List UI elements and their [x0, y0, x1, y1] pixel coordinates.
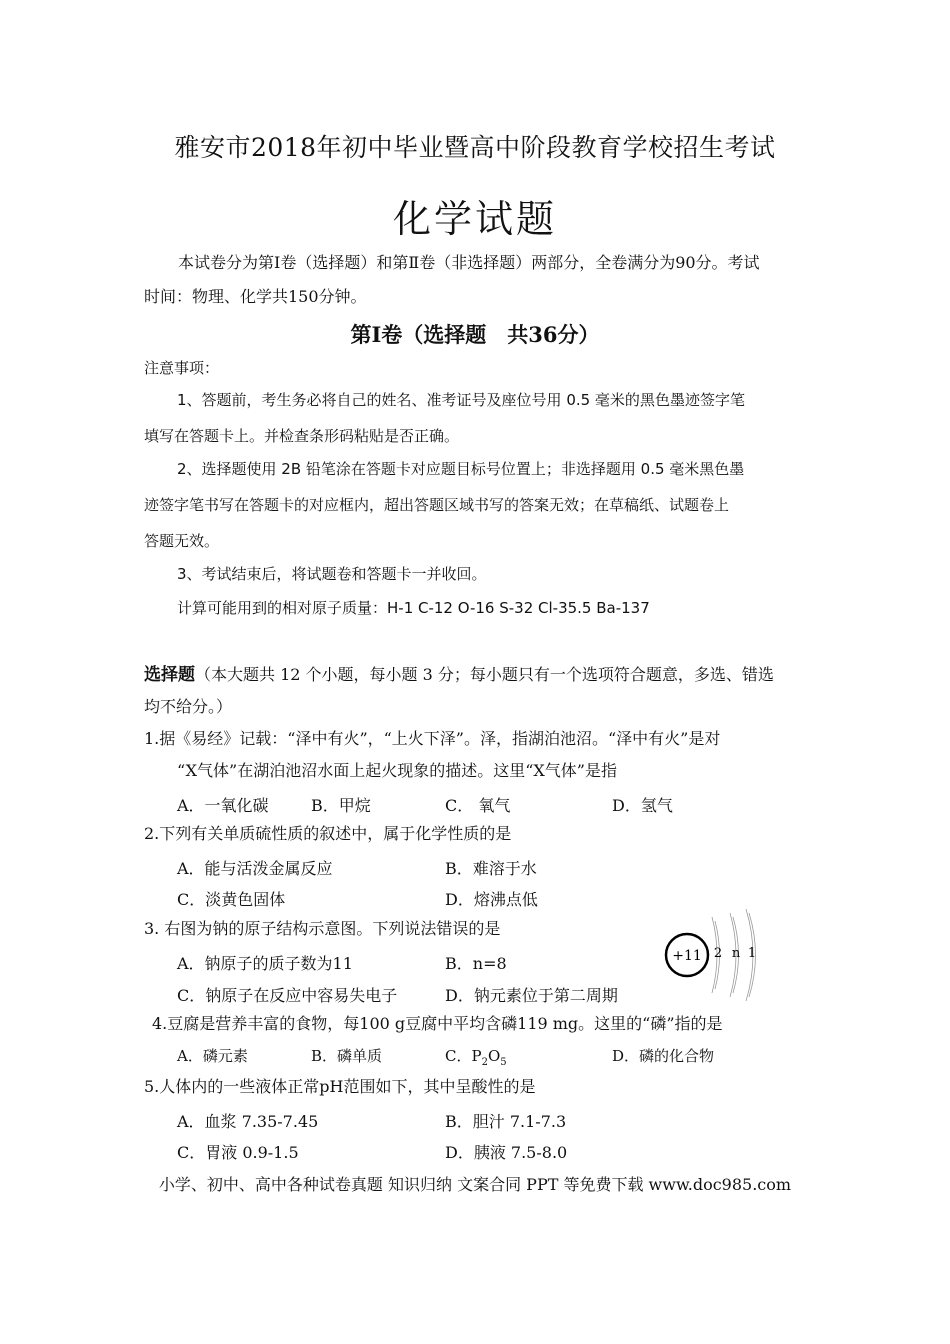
q1-stem-line-2: “X气体”在湖泊池沼水面上起火现象的描述。这里“X气体”是指 [177, 761, 617, 780]
note-1-line-1: 1、答题前，考生务必将自己的姓名、准考证号及座位号用 0.5 毫米的黑色墨迹签字笔 [177, 391, 745, 409]
notes-heading: 注意事项： [144, 359, 220, 377]
q4-option-c-mid: O [487, 1047, 501, 1065]
q3-option-a: A．钠原子的质子数为11 [177, 954, 353, 973]
q1-option-a: A．一氧化碳 [177, 796, 269, 815]
note-2-line-3: 答题无效。 [144, 532, 220, 550]
q2-option-c: C．淡黄色固体 [177, 890, 286, 909]
q2-option-b: B．难溶于水 [445, 859, 537, 878]
note-2-line-1: 2、选择题使用 2B 铅笔涂在答题卡对应题目标号位置上；非选择题用 0.5 毫米黑色墨 [177, 460, 745, 478]
mc-label: 选择题 [144, 665, 195, 685]
exam-title: 化学试题 [392, 197, 557, 241]
note-1-line-2: 填写在答题卡上。并检查条形码粘贴是否正确。 [144, 427, 460, 445]
q4-option-c-prefix: C．P [445, 1047, 482, 1065]
note-2-line-2: 迹签字笔书写在答题卡的对应框内，超出答题区域书写的答案无效；在草稿纸、试题卷上 [144, 496, 730, 514]
shell-3-electrons: 1 [747, 946, 757, 961]
q5-option-c: C．胃液 0.9-1.5 [177, 1143, 299, 1162]
q5-option-b: B．胆汁 7.1-7.3 [445, 1112, 567, 1131]
intro-line-2: 时间：物理、化学共150分钟。 [144, 287, 367, 306]
atomic-masses: 计算可能用到的相对原子质量：H-1 C-12 O-16 S-32 Cl-35.5 Ba-137 [177, 599, 650, 617]
q4-option-c-sub2: 5 [500, 1057, 507, 1068]
intro-line-1: 本试卷分为第Ⅰ卷（选择题）和第Ⅱ卷（非选择题）两部分，全卷满分为90分。考试 [178, 253, 760, 272]
q3-stem: 3. 右图为钠的原子结构示意图。下列说法错误的是 [144, 919, 501, 938]
q2-stem: 2.下列有关单质硫性质的叙述中，属于化学性质的是 [144, 824, 512, 843]
footer-banner: 小学、初中、高中各种试卷真题 知识归纳 文案合同 PPT 等免费下载 www.doc985.com [158, 1175, 792, 1194]
q1-option-b: B．甲烷 [311, 796, 371, 815]
note-3: 3、考试结束后，将试题卷和答题卡一并收回。 [177, 565, 487, 583]
q4-option-b: B．磷单质 [311, 1047, 383, 1065]
exam-header: 雅安市2018年初中毕业暨高中阶段教育学校招生考试 [174, 133, 776, 162]
q1-stem-line-1: 1.据《易经》记载：“泽中有火”，“上火下泽”。泽，指湖泊池沼。“泽中有火”是对 [144, 729, 721, 748]
sodium-atom-diagram [660, 905, 770, 1005]
q1-option-d: D．氢气 [612, 796, 673, 815]
mc-instructions-line-1 [144, 665, 774, 685]
mc-instr-text: （本大题共 12 个小题，每小题 3 分；每小题只有一个选项符合题意，多选、错选 [195, 665, 774, 684]
q2-option-a: A．能与活泼金属反应 [177, 859, 333, 878]
q3-option-d: D．钠元素位于第二周期 [445, 986, 618, 1005]
q3-option-c: C．钠原子在反应中容易失电子 [177, 986, 398, 1005]
nucleus-charge: +11 [672, 948, 702, 964]
q4-option-c [445, 1045, 507, 1068]
q4-option-c-sub1: 2 [481, 1057, 488, 1068]
q4-stem: 4.豆腐是营养丰富的食物，每100 g豆腐中平均含磷119 mg。这里的“磷”指的是 [152, 1014, 723, 1033]
q4-option-d: D．磷的化合物 [612, 1047, 715, 1065]
q2-option-d: D．熔沸点低 [445, 890, 538, 909]
q5-stem: 5.人体内的一些液体正常pH范围如下，其中呈酸性的是 [144, 1077, 536, 1096]
q5-option-a: A．血浆 7.35-7.45 [177, 1112, 319, 1131]
shell-1-electrons: 2 [713, 946, 723, 961]
q4-option-a: A．磷元素 [177, 1047, 248, 1065]
q3-option-b: B．n=8 [445, 954, 507, 973]
q1-option-c: C． 氧气 [445, 796, 511, 815]
mc-instructions-line-2: 均不给分。） [144, 697, 233, 716]
shell-2-electrons: n [731, 946, 741, 961]
section-title: 第Ⅰ卷（选择题 共36分） [350, 322, 600, 347]
q5-option-d: D．胰液 7.5-8.0 [445, 1143, 568, 1162]
